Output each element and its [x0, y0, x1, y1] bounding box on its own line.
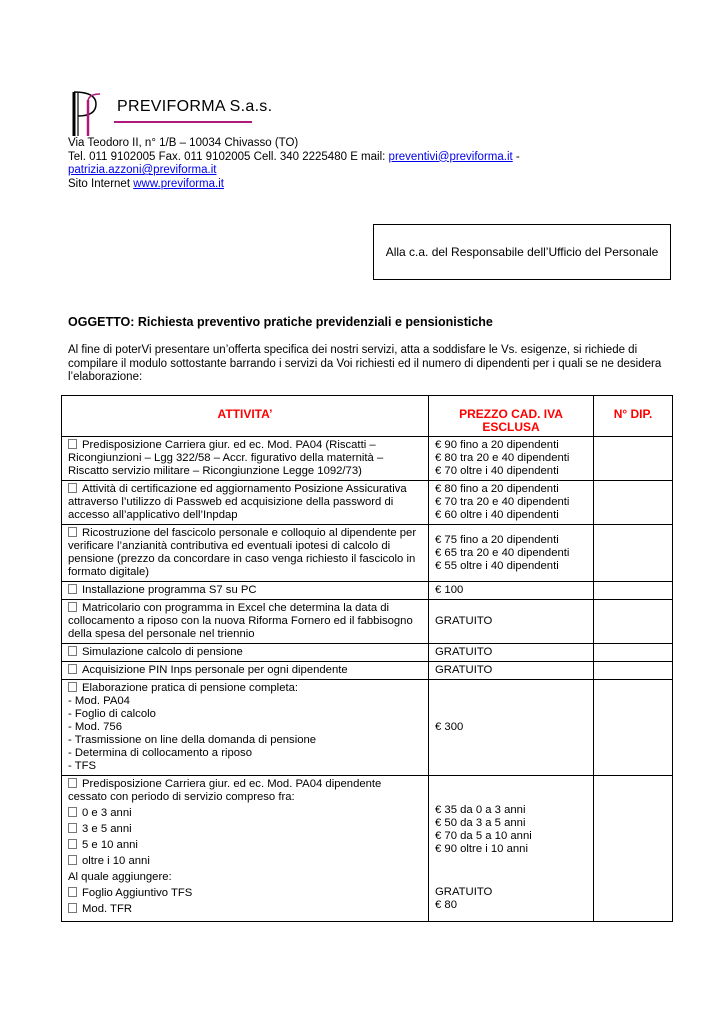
checkbox[interactable] [68, 839, 77, 849]
period-option-label: 0 e 3 anni [82, 807, 132, 819]
price-line: € 50 da 3 a 5 anni [435, 817, 526, 829]
checkbox[interactable] [68, 682, 77, 692]
checkbox[interactable] [68, 807, 77, 817]
services-table [61, 395, 673, 922]
activity-text: Matricolario con programma in Excel che determina la data di collocamento a riposo con la nuova Riforma Fornero ed il fabbisogno della spesa del personale nel triennio [68, 602, 413, 640]
price-cell [429, 525, 594, 582]
subject-line: OGGETTO: Richiesta preventivo pratiche previdenziali e pensionistiche [68, 315, 493, 329]
table-row [62, 437, 673, 481]
list-item: - Mod. 756 [68, 721, 123, 733]
table-header-row [62, 396, 673, 437]
checkbox[interactable] [68, 823, 77, 833]
website-label: Sito Internet [68, 177, 131, 190]
price-line: € 80 [435, 899, 457, 911]
list-item: - TFS [68, 760, 97, 772]
table-row [62, 680, 673, 776]
price-line: GRATUITO [435, 886, 493, 898]
checkbox[interactable] [68, 527, 77, 537]
num-employees-cell[interactable] [594, 644, 673, 662]
price-cell [429, 662, 594, 680]
table-row [62, 776, 673, 922]
company-name: PREVIFORMA S.a.s. [117, 98, 273, 115]
price-cell [429, 776, 594, 922]
activity-cell [62, 481, 429, 525]
price-cell [429, 437, 594, 481]
address-block [68, 137, 520, 191]
contacts-line [68, 151, 520, 165]
contacts-text: Tel. 011 9102005 Fax. 011 9102005 Cell. 340 2225480 E mail: [68, 150, 386, 163]
activity-cell [62, 437, 429, 481]
num-employees-cell[interactable] [594, 582, 673, 600]
price-line: € 90 oltre i 10 anni [435, 843, 528, 855]
activity-text: Ricostruzione del fascicolo personale e colloquio al dipendente per verificare l’anzianità contributiva ed eventuali ipotesi di calcolo di pensione (prezzo da concordare in caso venga richiesto il fascicolo in formato digitale) [68, 527, 417, 578]
price-line: € 80 fino a 20 dipendenti [435, 483, 559, 495]
checkbox[interactable] [68, 483, 77, 493]
header-price: PREZZO CAD. IVA ESCLUSA [429, 396, 594, 437]
price-cell [429, 481, 594, 525]
price-cell [429, 680, 594, 776]
addon-option [68, 903, 422, 916]
website-link[interactable]: www.previforma.it [133, 177, 224, 190]
list-item: - Trasmissione on line della domanda di pensione [68, 734, 317, 746]
num-employees-cell[interactable] [594, 437, 673, 481]
checkbox[interactable] [68, 887, 77, 897]
table-row [62, 644, 673, 662]
list-item: - Mod. PA04 [68, 695, 130, 707]
num-employees-cell[interactable] [594, 662, 673, 680]
price-line: € 90 fino a 20 dipendenti [435, 439, 559, 451]
activity-text: Predisposizione Carriera giur. ed ec. Mod. PA04 (Riscatti – Ricongiunzioni – Lgg 322/58 – Accr. figurativo della maternità – Riscatto servizio militare – Ricongiunzione Legge 1092/73) [68, 439, 384, 477]
addon-option-label: Mod. TFR [82, 903, 133, 915]
activity-cell [62, 776, 429, 922]
period-option [68, 839, 422, 852]
price-line: € 55 oltre i 40 dipendenti [435, 559, 559, 572]
price-cell [429, 644, 594, 662]
activity-text: Attività di certificazione ed aggiornamento Posizione Assicurativa attraverso l’utilizzo di Passweb ed acquisizione della password di accesso all’applicativo dell’Inpdap [68, 483, 407, 521]
activity-cell [62, 662, 429, 680]
price-line: € 70 oltre i 40 dipendenti [435, 465, 559, 477]
recipient-text: Alla c.a. del Responsabile dell’Ufficio del Personale [385, 245, 659, 259]
checkbox[interactable] [68, 584, 77, 594]
activity-cell [62, 600, 429, 644]
price-line: € 70 tra 20 e 40 dipendenti [435, 496, 570, 508]
recipient-box [373, 224, 671, 280]
num-employees-cell[interactable] [594, 680, 673, 776]
checkbox[interactable] [68, 778, 77, 788]
intro-paragraph: Al fine di poterVi presentare un’offerta specifica dei nostri servizi, atta a soddisfare le Vs. esigenze, si richiede di compilare il modulo sottostante barrando i servizi da Voi richiesti ed il numero di dipendenti per i quali se ne desidera l’elaborazione: [68, 344, 662, 383]
activity-cell [62, 525, 429, 582]
price-line: GRATUITO [435, 664, 493, 676]
checkbox[interactable] [68, 664, 77, 674]
num-employees-cell[interactable] [594, 600, 673, 644]
checkbox[interactable] [68, 855, 77, 865]
header-activity: ATTIVITA’ [62, 396, 429, 437]
price-line: GRATUITO [435, 646, 493, 658]
price-line: € 80 tra 20 e 40 dipendenti [435, 452, 570, 464]
email-link-preventivi[interactable]: preventivi@previforma.it [388, 150, 513, 163]
num-employees-cell[interactable] [594, 776, 673, 922]
activity-text: Acquisizione PIN Inps personale per ogni dipendente [82, 664, 348, 676]
activity-text: Simulazione calcolo di pensione [82, 646, 243, 658]
table-row [62, 582, 673, 600]
price-line: € 65 tra 20 e 40 dipendenti [435, 546, 570, 559]
checkbox[interactable] [68, 646, 77, 656]
period-option [68, 807, 422, 820]
price-cell [429, 600, 594, 644]
activity-cell [62, 680, 429, 776]
table-row [62, 525, 673, 582]
header-num-employees: N° DIP. [594, 396, 673, 437]
period-option-label: 3 e 5 anni [82, 823, 132, 835]
num-employees-cell[interactable] [594, 481, 673, 525]
period-option-label: oltre i 10 anni [82, 855, 150, 867]
price-cell [429, 582, 594, 600]
addon-label: Al quale aggiungere: [68, 871, 172, 883]
checkbox[interactable] [68, 602, 77, 612]
addon-option-label: Foglio Aggiuntivo TFS [82, 887, 193, 899]
activity-text: Predisposizione Carriera giur. ed ec. Mod. PA04 dipendente cessato con periodo di servizio compreso fra: [68, 778, 382, 803]
period-option [68, 823, 422, 836]
price-line: € 100 [435, 584, 464, 596]
period-option-label: 5 e 10 anni [82, 839, 138, 851]
period-option [68, 855, 422, 868]
activity-text: Elaborazione pratica di pensione completa: [82, 682, 299, 694]
price-line: € 35 da 0 a 3 anni [435, 804, 526, 816]
price-line: € 60 oltre i 40 dipendenti [435, 509, 559, 521]
price-line: GRATUITO [435, 615, 493, 627]
table-row [62, 481, 673, 525]
addon-option [68, 887, 422, 900]
logo-underline [114, 121, 252, 123]
price-line: € 70 da 5 a 10 anni [435, 830, 532, 842]
price-line: € 75 fino a 20 dipendenti [435, 533, 559, 546]
price-line: € 300 [435, 721, 464, 733]
num-employees-cell[interactable] [594, 525, 673, 582]
activity-text: Installazione programma S7 su PC [82, 584, 257, 596]
activity-cell [62, 644, 429, 662]
table-row [62, 600, 673, 644]
list-item: - Foglio di calcolo [68, 708, 156, 720]
table-row [62, 662, 673, 680]
checkbox[interactable] [68, 903, 77, 913]
email-separator: - [512, 150, 520, 163]
address-line: Via Teodoro II, n° 1/B – 10034 Chivasso (TO) [68, 137, 299, 149]
email-link-patrizia[interactable]: patrizia.azzoni@previforma.it [68, 164, 217, 176]
list-item: - Determina di collocamento a riposo [68, 747, 252, 759]
checkbox[interactable] [68, 439, 77, 449]
activity-cell [62, 582, 429, 600]
website-line [68, 178, 520, 192]
